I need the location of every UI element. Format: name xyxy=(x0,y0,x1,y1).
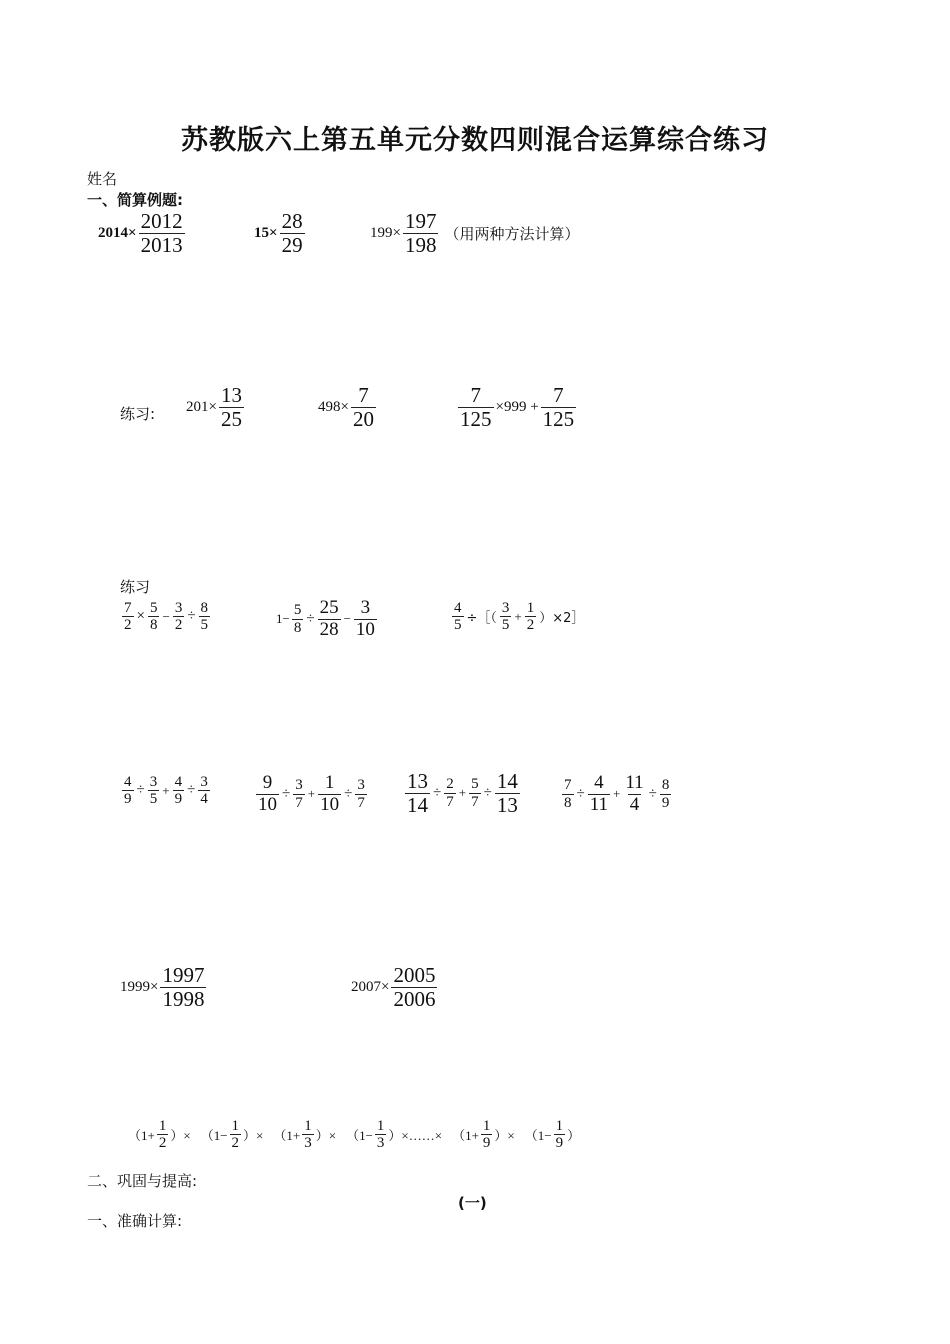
fraction xyxy=(318,773,341,815)
fraction xyxy=(444,776,456,809)
numerator: 7 xyxy=(358,383,369,407)
numerator: 28 xyxy=(281,209,303,233)
numerator: 7 xyxy=(564,777,572,794)
numerator: 197 xyxy=(404,209,437,233)
method-note: （用两种方法计算） xyxy=(444,224,580,243)
numerator: 1 xyxy=(555,1118,564,1134)
denominator: 28 xyxy=(319,618,339,640)
fraction xyxy=(391,964,437,1010)
fraction xyxy=(122,600,134,633)
denominator: 11 xyxy=(589,793,609,815)
denominator: 1998 xyxy=(162,986,205,1011)
term-open: （1+ xyxy=(452,1128,479,1144)
fraction xyxy=(318,598,341,640)
denominator: 198 xyxy=(404,232,437,257)
numerator: 1 xyxy=(158,1118,167,1134)
fraction xyxy=(469,776,481,809)
denominator: 8 xyxy=(149,617,158,634)
fraction xyxy=(230,1118,242,1151)
practice2-label: 练习 xyxy=(120,578,151,596)
numerator: 11 xyxy=(625,772,644,793)
fraction xyxy=(157,1118,169,1151)
term-open: （1+ xyxy=(273,1128,301,1144)
fraction xyxy=(148,774,160,807)
denominator: 14 xyxy=(407,792,428,817)
fraction xyxy=(280,210,305,256)
fraction xyxy=(588,773,610,815)
term-close: ）×……× xyxy=(388,1128,443,1144)
numerator: 7 xyxy=(470,383,481,407)
numerator: 1 xyxy=(231,1118,240,1134)
denominator: 10 xyxy=(320,793,340,815)
denominator: 2 xyxy=(158,1135,167,1152)
numerator: 3 xyxy=(357,777,365,794)
denominator: 10 xyxy=(258,793,277,815)
denominator: 9 xyxy=(555,1135,564,1152)
fraction xyxy=(351,384,376,430)
practice3-item-1 xyxy=(120,964,208,1010)
fraction xyxy=(660,777,672,810)
numerator: 5 xyxy=(293,602,302,619)
fraction xyxy=(554,1118,566,1151)
practice1-item-3 xyxy=(456,384,578,430)
practice2-expr-5 xyxy=(254,773,369,815)
section2-title: 二、巩固与提高: xyxy=(87,1172,198,1190)
operator: + xyxy=(613,786,621,802)
numerator: 3 xyxy=(360,597,371,618)
numerator: 7 xyxy=(553,383,564,407)
operator: − xyxy=(162,608,170,624)
denominator: 8 xyxy=(564,794,572,811)
fraction xyxy=(173,600,185,633)
whole-number: 15× xyxy=(254,224,278,241)
denominator: 2 xyxy=(526,617,535,634)
numerator: 3 xyxy=(174,600,183,616)
numerator: 5 xyxy=(471,776,479,793)
denominator: 9 xyxy=(124,791,132,808)
numerator: 2 xyxy=(446,776,454,793)
numerator: 2012 xyxy=(140,209,183,233)
denominator: 9 xyxy=(482,1135,491,1152)
numerator: 3 xyxy=(149,774,158,790)
denominator: 7 xyxy=(471,793,479,810)
denominator: 9 xyxy=(174,791,183,808)
practice1-label: 练习: xyxy=(120,405,156,423)
numerator: 1 xyxy=(324,772,335,793)
operator: ÷［（ xyxy=(466,611,497,627)
practice2-expr-4 xyxy=(120,774,212,807)
numerator: 8 xyxy=(661,777,670,794)
fraction xyxy=(292,602,304,635)
denominator: 125 xyxy=(460,406,492,431)
fraction xyxy=(495,770,520,816)
term-close: ）× xyxy=(170,1128,191,1144)
operator: ÷ xyxy=(648,785,657,802)
denominator: 4 xyxy=(629,793,640,815)
numerator: 1997 xyxy=(162,963,205,987)
practice2-expr-7 xyxy=(560,773,673,815)
whole-number: 199× xyxy=(370,224,401,241)
term-close: ）× xyxy=(243,1128,264,1144)
fraction xyxy=(173,774,185,807)
denominator: 2 xyxy=(174,617,183,634)
whole-number: 1999× xyxy=(120,978,159,995)
fraction xyxy=(199,600,211,633)
numerator: 9 xyxy=(262,772,273,793)
fraction xyxy=(148,600,160,633)
numerator: 1 xyxy=(304,1118,312,1134)
operator: ÷ xyxy=(576,785,585,802)
numerator: 1 xyxy=(376,1118,385,1134)
example-2 xyxy=(254,210,307,256)
fraction xyxy=(160,964,206,1010)
denominator: 7 xyxy=(357,794,365,811)
numerator: 1 xyxy=(526,600,535,616)
practice2-expr-6 xyxy=(403,770,522,816)
term-close: ） xyxy=(567,1128,581,1144)
numerator: 13 xyxy=(407,769,428,793)
operator: ÷ xyxy=(433,784,442,801)
denominator: 4 xyxy=(200,791,208,808)
denominator: 3 xyxy=(376,1135,385,1152)
numerator: 14 xyxy=(496,769,518,793)
numerator: 8 xyxy=(200,600,209,616)
denominator: 25 xyxy=(220,406,242,431)
fraction xyxy=(500,600,512,633)
operator: + xyxy=(307,786,316,802)
fraction xyxy=(355,777,367,810)
operator: ÷ xyxy=(187,608,196,625)
operator: ÷ xyxy=(344,785,353,802)
term-open: （1− xyxy=(524,1128,552,1144)
whole-number: 2014× xyxy=(98,224,137,241)
fraction xyxy=(293,777,305,810)
practice2-expr-2 xyxy=(276,598,379,640)
practice1-item-1 xyxy=(186,384,246,430)
operator: ÷ xyxy=(483,784,492,801)
denominator: 2 xyxy=(231,1135,240,1152)
denominator: 20 xyxy=(352,406,374,431)
denominator: 5 xyxy=(200,617,209,634)
term-open: （1− xyxy=(346,1128,373,1144)
fraction xyxy=(302,1118,314,1151)
numerator: 7 xyxy=(124,600,132,616)
sub-heading: (一) xyxy=(458,1194,487,1212)
operator: 1− xyxy=(276,611,290,627)
fraction xyxy=(219,384,244,430)
denominator: 5 xyxy=(454,617,462,634)
denominator: 2 xyxy=(124,617,132,634)
name-label: 姓名 xyxy=(87,170,118,188)
fraction xyxy=(452,600,464,633)
fraction xyxy=(139,210,185,256)
numerator: 3 xyxy=(501,600,510,616)
operator: × xyxy=(136,608,145,625)
term-open: （1− xyxy=(200,1128,228,1144)
fraction xyxy=(403,210,439,256)
denominator: 3 xyxy=(304,1135,312,1152)
denominator: 125 xyxy=(542,406,575,431)
practice3-item-2 xyxy=(351,964,439,1010)
practice2-expr-3 xyxy=(450,600,585,633)
operator: ÷ xyxy=(187,782,196,799)
fraction xyxy=(375,1118,387,1151)
term-open: （1+ xyxy=(128,1128,155,1144)
denominator: 7 xyxy=(446,793,454,810)
denominator: 10 xyxy=(355,618,375,640)
section1-title: 一、简算例题: xyxy=(87,191,183,209)
numerator: 3 xyxy=(295,777,303,794)
denominator: 5 xyxy=(149,791,158,808)
practice1-item-2 xyxy=(318,384,378,430)
fraction xyxy=(354,598,377,640)
numerator: 1 xyxy=(482,1118,491,1134)
numerator: 5 xyxy=(149,600,158,616)
product-chain xyxy=(128,1118,580,1151)
fraction xyxy=(256,773,279,815)
denominator: 29 xyxy=(281,232,303,257)
numerator: 4 xyxy=(174,774,183,790)
whole-number: 201× xyxy=(186,398,217,415)
operator: + xyxy=(458,785,467,801)
example-3 xyxy=(370,210,579,256)
denominator: 13 xyxy=(496,792,518,817)
operator: ×999 + xyxy=(495,398,539,415)
whole-number: 498× xyxy=(318,398,349,415)
whole-number: 2007× xyxy=(351,978,390,995)
numerator: 25 xyxy=(319,597,339,618)
fraction xyxy=(405,770,430,816)
numerator: 4 xyxy=(454,600,462,616)
term-close: ）× xyxy=(494,1128,515,1144)
fraction xyxy=(562,777,574,810)
operator: ÷ xyxy=(306,610,315,627)
denominator: 2006 xyxy=(393,986,436,1011)
numerator: 2005 xyxy=(393,963,436,987)
numerator: 4 xyxy=(124,774,132,790)
operator: − xyxy=(343,611,351,627)
operator: + xyxy=(162,782,170,798)
denominator: 8 xyxy=(293,619,302,636)
example-1 xyxy=(98,210,187,256)
fraction xyxy=(198,774,210,807)
operator: + xyxy=(514,608,522,624)
numerator: 13 xyxy=(220,383,242,407)
fraction xyxy=(458,384,494,430)
fraction xyxy=(122,774,134,807)
denominator: 2013 xyxy=(140,232,183,257)
denominator: 9 xyxy=(661,794,670,811)
fraction xyxy=(525,600,537,633)
denominator: 7 xyxy=(295,794,303,811)
practice2-expr-1 xyxy=(120,600,212,633)
operator: ）×2］ xyxy=(539,611,585,627)
numerator: 3 xyxy=(200,774,208,790)
fraction xyxy=(623,773,645,815)
page-title: 苏教版六上第五单元分数四则混合运算综合练习 xyxy=(181,125,769,156)
denominator: 5 xyxy=(501,617,510,634)
numerator: 4 xyxy=(594,772,604,793)
operator: ÷ xyxy=(282,785,291,802)
fraction xyxy=(481,1118,493,1151)
fraction xyxy=(541,384,577,430)
term-close: ）× xyxy=(315,1128,337,1144)
operator: ÷ xyxy=(136,782,145,799)
sub-section-title: 一、准确计算: xyxy=(87,1212,183,1230)
